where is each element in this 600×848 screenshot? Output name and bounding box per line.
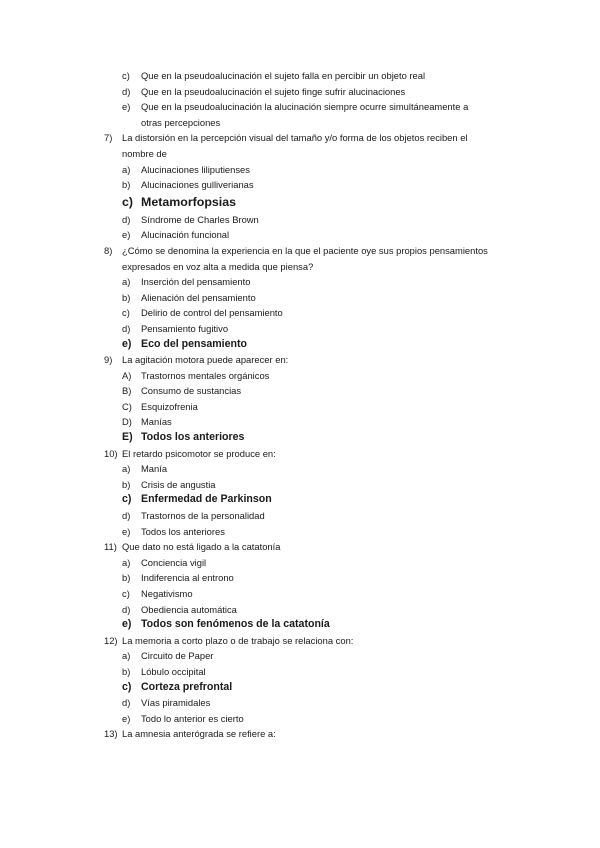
option-text: Trastornos mentales orgánicos [141, 369, 270, 381]
option-letter: a) [122, 650, 131, 662]
option-letter: E) [122, 431, 133, 444]
answer-option-continued [0, 115, 600, 131]
answer-option [0, 383, 600, 399]
option-letter: c) [122, 307, 130, 319]
option-letter: b) [122, 179, 131, 191]
question-line [0, 633, 600, 649]
question-number: 9) [104, 354, 113, 366]
answer-option [0, 586, 600, 602]
question-text: La distorsión en la percepción visual del tamaño y/o forma de los objetos reciben el [122, 132, 468, 144]
option-text: Conciencia vigil [141, 556, 207, 568]
option-text: Todos los anteriores [141, 525, 225, 537]
option-letter: a) [122, 463, 131, 475]
option-letter: b) [122, 478, 131, 490]
option-letter: b) [122, 291, 131, 303]
option-letter: c) [122, 588, 130, 599]
answer-option [0, 274, 600, 290]
option-letter: b) [122, 665, 131, 677]
option-text: Alucinaciones gulliverianas [141, 179, 254, 191]
answer-option [0, 695, 600, 711]
answer-option [0, 212, 600, 228]
option-text: Circuito de Paper [141, 650, 214, 662]
answer-option [0, 290, 600, 306]
option-letter: e) [122, 618, 132, 631]
answer-option [0, 711, 600, 727]
option-text: Crisis de angustia [141, 478, 216, 490]
option-text: Trastornos de la personalidad [141, 510, 265, 522]
question-line [0, 243, 600, 259]
option-letter: d) [122, 603, 131, 615]
option-text: otras percepciones [141, 116, 221, 128]
option-text: Todo lo anterior es cierto [141, 712, 244, 724]
option-letter: c) [122, 194, 134, 209]
answer-option [0, 461, 600, 477]
option-text: Eco del pensamiento [141, 337, 247, 350]
answer-option [0, 399, 600, 415]
answer-option [0, 227, 600, 243]
answer-option [0, 508, 600, 524]
question-line [0, 539, 600, 555]
question-text: El retardo psicomotor se produce en: [122, 447, 276, 459]
option-letter: d) [122, 213, 131, 225]
question-number: 12) [104, 634, 118, 646]
answer-option-highlighted [0, 337, 600, 353]
answer-option-highlighted [0, 193, 600, 212]
option-text: Lóbulo occipital [141, 665, 206, 677]
option-text: Síndrome de Charles Brown [141, 213, 259, 225]
option-letter: e) [122, 712, 131, 724]
answer-option [0, 368, 600, 384]
option-text: Indiferencia al entrono [141, 572, 234, 584]
option-text: Todos son fenómenos de la catatonía [141, 618, 330, 631]
option-text: Vías piramidales [141, 697, 211, 709]
answer-option [0, 84, 600, 100]
option-letter: a) [122, 556, 131, 568]
question-number: 7) [104, 132, 113, 144]
question-text: La memoria a corto plazo o de trabajo se relaciona con: [122, 634, 354, 646]
answer-option [0, 321, 600, 337]
option-letter: d) [122, 697, 131, 709]
option-text: Que en la pseudoalucinación el sujeto finge sufrir alucinaciones [141, 85, 406, 97]
question-text: La amnesia anterógrada se refiere a: [122, 728, 276, 740]
question-line [0, 130, 600, 146]
option-letter: c) [122, 680, 132, 693]
question-text: nombre de [122, 147, 167, 159]
option-text: Corteza prefrontal [141, 680, 233, 693]
answer-option [0, 414, 600, 430]
answer-option [0, 602, 600, 618]
option-letter: a) [122, 163, 131, 175]
option-text: Metamorfopsias [141, 194, 237, 209]
answer-option [0, 99, 600, 115]
answer-option [0, 648, 600, 664]
option-letter: a) [122, 276, 131, 288]
option-letter: d) [122, 510, 131, 522]
answer-option [0, 555, 600, 571]
option-text: Enfermedad de Parkinson [141, 493, 272, 506]
option-text: Alucinación funcional [141, 229, 230, 241]
option-text: Manías [141, 416, 172, 428]
option-letter: e) [122, 525, 131, 537]
option-text: Negativismo [141, 588, 193, 599]
option-text: Manía [141, 463, 168, 475]
option-text: Que en la pseudoalucinación la alucinación siempre ocurre simultáneamente a [141, 101, 469, 113]
option-text: Que en la pseudoalucinación el sujeto falla en percibir un objeto real [141, 70, 426, 81]
option-letter: D) [122, 416, 132, 428]
answer-option-highlighted [0, 492, 600, 508]
option-letter: A) [122, 369, 132, 381]
answer-option [0, 570, 600, 586]
question-number: 11) [104, 541, 117, 553]
answer-option-highlighted [0, 617, 600, 633]
question-number: 13) [104, 728, 118, 740]
option-letter: e) [122, 101, 131, 113]
option-text: Inserción del pensamiento [141, 276, 251, 288]
question-line-continued [0, 259, 600, 275]
option-text: Esquizofrenia [141, 400, 198, 412]
question-text: expresados en voz alta a medida que piensa? [122, 260, 314, 272]
answer-option [0, 524, 600, 540]
document-page [0, 68, 600, 742]
option-text: Obediencia automática [141, 603, 237, 615]
answer-option [0, 664, 600, 680]
question-line [0, 726, 600, 742]
answer-option [0, 162, 600, 178]
answer-option-highlighted [0, 680, 600, 696]
answer-option [0, 177, 600, 193]
option-letter: B) [122, 385, 132, 397]
option-text: Delirio de control del pensamiento [141, 307, 283, 319]
option-letter: e) [122, 229, 131, 241]
option-letter: d) [122, 322, 131, 334]
answer-option [0, 68, 600, 84]
option-letter: C) [122, 400, 132, 412]
answer-option [0, 477, 600, 493]
option-text: Consumo de sustancias [141, 385, 242, 397]
answer-option-highlighted [0, 430, 600, 446]
option-letter: c) [122, 493, 132, 506]
option-text: Alucinaciones liliputienses [141, 163, 250, 175]
option-letter: e) [122, 337, 132, 350]
question-line [0, 446, 600, 462]
question-line-continued [0, 146, 600, 162]
option-text: Alienación del pensamiento [141, 291, 256, 303]
question-number: 10) [104, 447, 118, 459]
option-text: Todos los anteriores [141, 431, 245, 444]
option-letter: c) [122, 70, 130, 81]
answer-option [0, 305, 600, 321]
question-line [0, 352, 600, 368]
option-letter: b) [122, 572, 131, 584]
question-text: ¿Cómo se denomina la experiencia en la que el paciente oye sus propios pensamientos [122, 244, 488, 256]
question-number: 8) [104, 244, 113, 256]
question-text: La agitación motora puede aparecer en: [122, 354, 289, 366]
option-text: Pensamiento fugitivo [141, 322, 229, 334]
question-text: Que dato no está ligado a la catatonía [122, 541, 281, 553]
option-letter: d) [122, 85, 131, 97]
